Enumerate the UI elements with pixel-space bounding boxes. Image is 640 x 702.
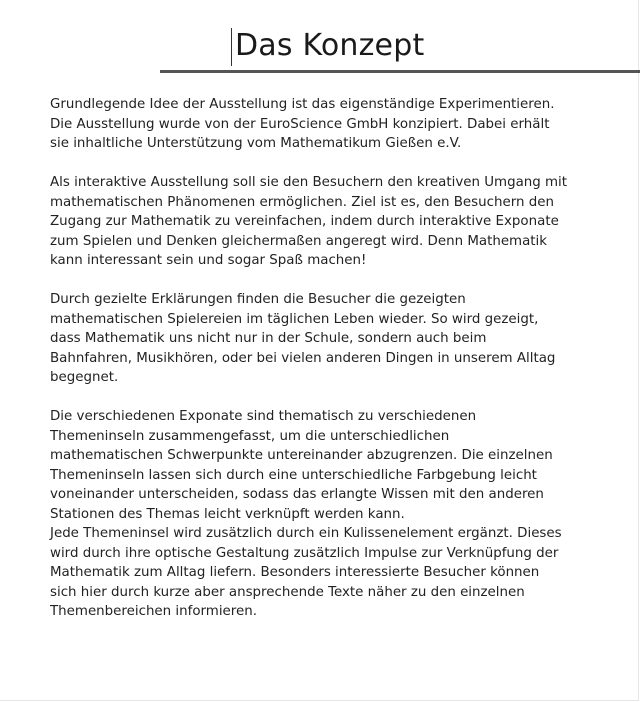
title-underline-rule (160, 70, 640, 73)
paragraph-line: voneinander unterscheiden, sodass das erlangte Wissen mit den anderen (50, 487, 544, 502)
text-cursor (231, 28, 232, 66)
paragraph-line: wird durch ihre optische Gestaltung zusätzlich Impulse zur Verknüpfung der (50, 545, 559, 561)
paragraph-line: Themeninseln lassen sich durch eine unterschiedliche Farbgebung leicht (50, 467, 537, 483)
paragraph-line: sie inhaltliche Unterstützung vom Mathematikum Gießen e.V. (50, 136, 462, 151)
paragraph-line: zum Spielen und Denken gleichermaßen angeregt wird. Denn Mathematik (50, 233, 548, 249)
paragraph-theme-islands (50, 407, 610, 622)
paragraph-line: Themeninseln zusammengefasst, um die unterschiedlichen (50, 428, 450, 444)
paragraph-line: sich hier durch kurze aber ansprechende Texte näher zu den einzelnen (50, 584, 525, 600)
paragraph-line: Als interaktive Ausstellung soll sie den Besuchern den kreativen Umgang mit (50, 175, 568, 190)
paragraph-interactive (50, 173, 610, 271)
body-text (50, 95, 610, 622)
paragraph-line: Zugang zur Mathematik zu vereinfachen, indem durch interaktive Exponate (50, 214, 559, 229)
paragraph-line: kann interessant sein und sogar Spaß machen! (50, 253, 367, 268)
paragraph-line: Themenbereichen informieren. (50, 604, 257, 619)
paragraph-line: dass Mathematik uns nicht nur in der Schule, sondern auch beim (50, 331, 487, 346)
paragraph-line: mathematischen Schwerpunkte untereinander abzugrenzen. Die einzelnen (50, 448, 553, 463)
paragraph-line: mathematischen Spielereien im täglichen Leben wieder. So wird gezeigt, (50, 311, 539, 327)
paragraph-line: Durch gezielte Erklärungen finden die Besucher die gezeigten (50, 292, 466, 307)
paragraph-intro (50, 95, 610, 154)
paragraph-line: begegnet. (50, 370, 119, 385)
paragraph-line: Stationen des Themas leicht verknüpft werden kann. (50, 506, 405, 522)
paragraph-line: Die Ausstellung wurde von der EuroScience GmbH konzipiert. Dabei erhält (50, 116, 550, 132)
paragraph-line: Mathematik zum Alltag liefern. Besonders interessierte Besucher können (50, 565, 540, 580)
paragraph-line: Jede Themeninsel wird zusätzlich durch ein Kulissenelement ergänzt. Dieses (50, 526, 562, 541)
paragraph-explanations (50, 290, 610, 388)
paragraph-line: Bahnfahren, Musikhören, oder bei vielen anderen Dingen in unserem Alltag (50, 350, 556, 366)
page-title: Das Konzept (235, 28, 425, 63)
paragraph-line: Grundlegende Idee der Ausstellung ist das eigenständige Experimentieren. (50, 97, 555, 112)
paragraph-line: mathematischen Phänomenen ermöglichen. Ziel ist es, den Besuchern den (50, 194, 554, 210)
paragraph-line: Die verschiedenen Exponate sind thematisch zu verschiedenen (50, 409, 477, 424)
